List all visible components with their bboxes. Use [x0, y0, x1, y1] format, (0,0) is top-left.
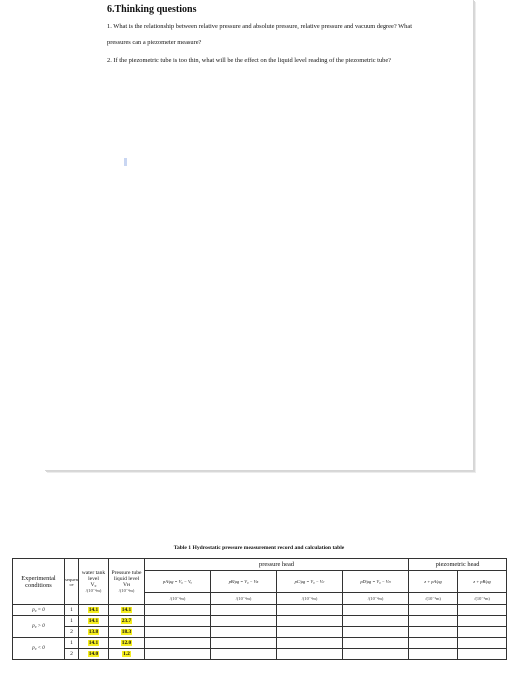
empty-cell: [211, 627, 277, 638]
header-sequence: sequence: [65, 559, 79, 605]
document-page: [45, 0, 474, 471]
header-experimental-conditions: Experimental conditions: [13, 559, 65, 605]
water-level-value: 14.1: [88, 618, 99, 624]
empty-cell: [277, 627, 343, 638]
empty-cell: [145, 649, 211, 660]
empty-cell: [409, 616, 458, 627]
water-level-cell: [79, 638, 109, 649]
header-water-tank-unit: /(10⁻²m): [85, 587, 102, 593]
empty-cell: [211, 649, 277, 660]
empty-cell: [409, 605, 458, 616]
condition-cell: p₀ = 0: [13, 605, 65, 616]
empty-cell: [277, 605, 343, 616]
empty-cell: [277, 649, 343, 660]
tube-level-value: 1.2: [123, 651, 130, 657]
empty-cell: [211, 605, 277, 616]
water-level-value: 13.8: [88, 629, 99, 635]
empty-cell: [409, 638, 458, 649]
water-level-cell: [79, 616, 109, 627]
header-water-tank-var: V₀: [90, 581, 97, 588]
tube-level-value: 12.0: [121, 640, 132, 646]
header-pressure-head: pressure head: [145, 559, 409, 571]
header-piezometric-head: piezometric head: [409, 559, 507, 571]
water-level-cell: [79, 627, 109, 638]
condition-cell: p₀ > 0: [13, 616, 65, 638]
water-level-cell: [79, 605, 109, 616]
empty-cell: [145, 616, 211, 627]
table-row: [13, 616, 507, 627]
table-row: [13, 638, 507, 649]
empty-cell: [211, 638, 277, 649]
empty-cell: [458, 605, 507, 616]
question-2-number: 2.: [107, 57, 112, 64]
empty-cell: [145, 627, 211, 638]
question-1: [107, 19, 419, 51]
water-level-value: 14.1: [88, 607, 99, 613]
question-1-number: 1.: [107, 23, 112, 30]
empty-cell: [458, 616, 507, 627]
question-1-text: What is the relationship between relative pressure and absolute pressure, relative pressure and vacuum degree? What pressures can a piezometer measure?: [107, 23, 412, 46]
water-level-cell: [79, 649, 109, 660]
empty-cell: [277, 638, 343, 649]
tube-level-cell: [109, 638, 145, 649]
formula-pd: pD/ρg = V₀ − Vᴅ: [343, 571, 409, 593]
section-title: 6.Thinking questions: [107, 4, 197, 15]
seq-cell: 1: [65, 638, 79, 649]
empty-cell: [211, 616, 277, 627]
tube-level-cell: [109, 627, 145, 638]
table-row: [13, 627, 507, 638]
text-cursor: [124, 158, 127, 166]
seq-cell: 2: [65, 649, 79, 660]
seq-cell: 1: [65, 616, 79, 627]
seq-cell: 2: [65, 627, 79, 638]
unit-cell: /(10⁻²m): [211, 593, 277, 605]
empty-cell: [409, 627, 458, 638]
formula-z-pb: z + pB/ρg: [458, 571, 507, 593]
water-level-value: 14.0: [88, 651, 99, 657]
empty-cell: [458, 638, 507, 649]
empty-cell: [343, 627, 409, 638]
empty-cell: [458, 649, 507, 660]
formula-pb: pB/ρg = V₀ − Vв: [211, 571, 277, 593]
question-2: [107, 53, 419, 69]
seq-cell: 1: [65, 605, 79, 616]
tube-level-value: 23.7: [121, 618, 132, 624]
unit-cell: /(10⁻²m): [145, 593, 211, 605]
header-pressure-tube: [109, 559, 145, 605]
unit-cell: /(10⁻²m): [458, 593, 507, 605]
header-pressure-tube-label: Pressure tube liquid level: [111, 569, 142, 582]
tube-level-value: 14.1: [121, 607, 132, 613]
empty-cell: [145, 605, 211, 616]
condition-cell: p₀ < 0: [13, 638, 65, 660]
tube-level-cell: [109, 649, 145, 660]
empty-cell: [458, 627, 507, 638]
empty-cell: [409, 649, 458, 660]
unit-cell: /(10⁻²m): [409, 593, 458, 605]
table-row: [13, 605, 507, 616]
empty-cell: [145, 638, 211, 649]
tube-level-cell: [109, 616, 145, 627]
empty-cell: [343, 605, 409, 616]
formula-z-pa: z + pA/ρg: [409, 571, 458, 593]
header-water-tank: [79, 559, 109, 605]
tube-level-value: 18.3: [121, 629, 132, 635]
empty-cell: [343, 616, 409, 627]
unit-cell: /(10⁻²m): [277, 593, 343, 605]
header-pressure-tube-unit: /(10⁻²m): [118, 587, 135, 593]
table-row: [13, 649, 507, 660]
water-level-value: 14.1: [88, 640, 99, 646]
table-caption: Table 1 Hydrostatic pressure measurement record and calculation table: [173, 545, 345, 551]
formula-pa: pA/ρg = V₀ − Vₐ: [145, 571, 211, 593]
header-pressure-tube-var: Vн: [122, 581, 131, 588]
header-water-tank-label: water tank level: [81, 569, 106, 582]
tube-level-cell: [109, 605, 145, 616]
hydrostatic-pressure-table: [12, 558, 507, 660]
unit-cell: /(10⁻²m): [343, 593, 409, 605]
empty-cell: [343, 649, 409, 660]
empty-cell: [343, 638, 409, 649]
empty-cell: [277, 616, 343, 627]
question-2-text: If the piezometric tube is too thin, what will be the effect on the liquid level reading of the piezometric tube?: [113, 57, 392, 64]
formula-pc: pC/ρg = V₀ − Vc: [277, 571, 343, 593]
